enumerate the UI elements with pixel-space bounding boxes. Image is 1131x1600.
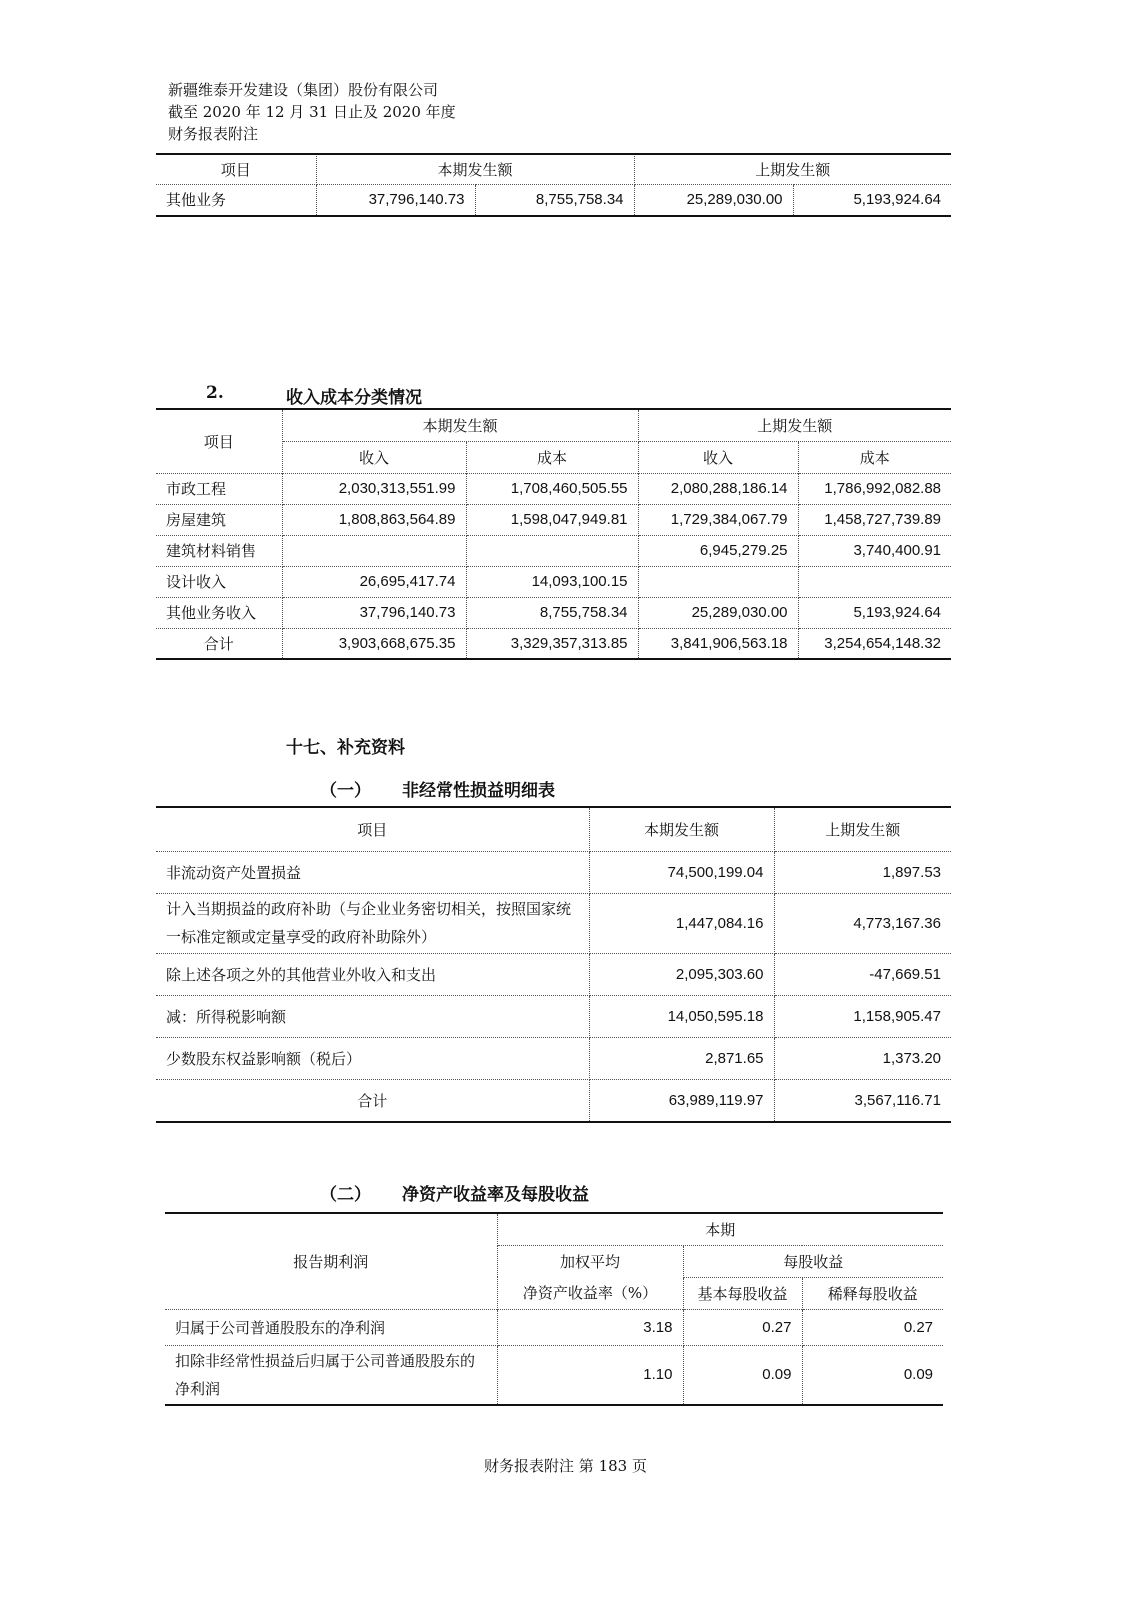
table-total-row bbox=[156, 628, 951, 659]
cell-value bbox=[466, 535, 638, 566]
page-footer: 财务报表附注 第 183 页 bbox=[484, 1457, 647, 1475]
company-name: 新疆维泰开发建设（集团）股份有限公司 bbox=[168, 81, 439, 99]
cell-value: 1,158,905.47 bbox=[774, 995, 951, 1037]
row-label: 归属于公司普通股股东的净利润 bbox=[165, 1309, 497, 1345]
cell-value: 14,093,100.15 bbox=[466, 566, 638, 597]
row-label: 市政工程 bbox=[156, 473, 282, 504]
col-item-header: 项目 bbox=[156, 409, 282, 473]
cell-value: 37,796,140.73 bbox=[316, 184, 475, 216]
table-row bbox=[156, 566, 951, 597]
col-item-header: 项目 bbox=[156, 807, 589, 851]
table-row bbox=[156, 504, 951, 535]
table-header-row bbox=[165, 1213, 943, 1245]
sub-cost-header: 成本 bbox=[859, 448, 890, 467]
chapter-title: 十七、补充资料 bbox=[286, 738, 405, 758]
table-row bbox=[165, 1309, 943, 1345]
table-header-row bbox=[156, 807, 951, 851]
cell-value: 37,796,140.73 bbox=[282, 597, 466, 628]
col-current-header: 本期 bbox=[497, 1213, 943, 1245]
cell-value: 2,030,313,551.99 bbox=[282, 473, 466, 504]
cell-value: 1,897.53 bbox=[774, 851, 951, 893]
section-number: 2. bbox=[206, 383, 224, 403]
row-label: 房屋建筑 bbox=[156, 504, 282, 535]
cell-value: 2,080,288,186.14 bbox=[638, 473, 798, 504]
row-label: 合计 bbox=[156, 628, 282, 659]
cell-value: 1,373.20 bbox=[774, 1037, 951, 1079]
row-label: 计入当期损益的政府补助（与企业业务密切相关，按照国家统一标准定额或定量享受的政府补助除外） bbox=[156, 893, 589, 953]
table-total-row bbox=[156, 1079, 951, 1122]
table-header-row bbox=[156, 156, 951, 184]
col-prior-header: 上期发生额 bbox=[774, 807, 951, 851]
col-item-header: 项目 bbox=[156, 156, 316, 184]
col-current-header: 本期发生额 bbox=[316, 156, 634, 184]
col-roe-header-2: 净资产收益率（%） bbox=[497, 1277, 683, 1309]
cell-value: 6,945,279.25 bbox=[638, 535, 798, 566]
table-header-row bbox=[156, 409, 951, 441]
cell-value: 2,871.65 bbox=[589, 1037, 774, 1079]
cell-value: 1,598,047,949.81 bbox=[466, 504, 638, 535]
table-row bbox=[156, 535, 951, 566]
row-label: 非流动资产处置损益 bbox=[156, 851, 589, 893]
col-current-header: 本期发生额 bbox=[589, 807, 774, 851]
cell-value: 0.09 bbox=[683, 1345, 802, 1405]
cell-value: 3,329,357,313.85 bbox=[466, 628, 638, 659]
cell-value bbox=[638, 566, 798, 597]
row-label: 其他业务 bbox=[156, 184, 316, 216]
table-row bbox=[165, 1345, 943, 1405]
report-period: 截至 2020 年 12 月 31 日止及 2020 年度 bbox=[168, 103, 456, 121]
row-label: 其他业务收入 bbox=[156, 597, 282, 628]
row-label: 减：所得税影响额 bbox=[156, 995, 589, 1037]
col-profit-header: 报告期利润 bbox=[165, 1213, 497, 1309]
row-label: 少数股东权益影响额（税后） bbox=[156, 1037, 589, 1079]
document-title: 财务报表附注 bbox=[168, 125, 259, 143]
col-current-header: 本期发生额 bbox=[282, 409, 638, 441]
sub-income-header: 收入 bbox=[282, 441, 466, 473]
table-row bbox=[156, 597, 951, 628]
table-row bbox=[156, 1037, 951, 1079]
col-basic-eps-header: 基本每股收益 bbox=[683, 1277, 802, 1309]
cell-value: 1,708,460,505.55 bbox=[466, 473, 638, 504]
cell-value: 74,500,199.04 bbox=[589, 851, 774, 893]
col-prior-header: 上期发生额 bbox=[634, 156, 951, 184]
cell-value: 8,755,758.34 bbox=[475, 184, 634, 216]
cell-value bbox=[798, 566, 951, 597]
subsection-number: （一） bbox=[320, 781, 371, 801]
table-row bbox=[156, 184, 951, 216]
table-row bbox=[156, 953, 951, 995]
cell-value: 1,458,727,739.89 bbox=[798, 504, 951, 535]
cell-value: 3.18 bbox=[497, 1309, 683, 1345]
row-label: 建筑材料销售 bbox=[156, 535, 282, 566]
cell-value: 5,193,924.64 bbox=[798, 597, 951, 628]
cell-value: 3,254,654,148.32 bbox=[824, 634, 942, 652]
cell-value: 25,289,030.00 bbox=[638, 597, 798, 628]
cell-value: 5,193,924.64 bbox=[853, 191, 942, 209]
col-roe-header-1: 加权平均 bbox=[497, 1245, 683, 1277]
cell-value: 3,740,400.91 bbox=[798, 535, 951, 566]
cell-value: 1.10 bbox=[497, 1345, 683, 1405]
cell-value: 63,989,119.97 bbox=[589, 1079, 774, 1122]
cell-value: 3,903,668,675.35 bbox=[282, 628, 466, 659]
col-diluted-eps-header: 稀释每股收益 bbox=[827, 1284, 918, 1303]
cell-value: 2,095,303.60 bbox=[589, 953, 774, 995]
sub-cost-header: 成本 bbox=[466, 441, 638, 473]
section-title: 收入成本分类情况 bbox=[286, 388, 422, 408]
roe-eps-table bbox=[165, 1212, 943, 1406]
table-row bbox=[156, 473, 951, 504]
subsection-title: 净资产收益率及每股收益 bbox=[402, 1185, 589, 1205]
sub-income-header: 收入 bbox=[638, 441, 798, 473]
cell-value bbox=[282, 535, 466, 566]
col-eps-header: 每股收益 bbox=[683, 1245, 943, 1277]
cell-value: 0.27 bbox=[683, 1309, 802, 1345]
cell-value: 0.09 bbox=[903, 1366, 934, 1384]
subsection-title: 非经常性损益明细表 bbox=[402, 781, 555, 801]
cell-value: 1,786,992,082.88 bbox=[798, 473, 951, 504]
cell-value: 1,808,863,564.89 bbox=[282, 504, 466, 535]
cell-value: 26,695,417.74 bbox=[282, 566, 466, 597]
subsection-number: （二） bbox=[320, 1185, 371, 1205]
col-prior-header: 上期发生额 bbox=[638, 409, 951, 441]
cell-value: 0.27 bbox=[802, 1309, 943, 1345]
row-label: 扣除非经常性损益后归属于公司普通股股东的净利润 bbox=[165, 1345, 497, 1405]
revenue-cost-table bbox=[156, 408, 951, 660]
cell-value: 3,841,906,563.18 bbox=[638, 628, 798, 659]
cell-value: -47,669.51 bbox=[774, 953, 951, 995]
cell-value: 8,755,758.34 bbox=[466, 597, 638, 628]
other-business-table bbox=[156, 156, 951, 217]
header-rule bbox=[156, 153, 951, 155]
row-label: 设计收入 bbox=[156, 566, 282, 597]
table-row bbox=[156, 995, 951, 1037]
cell-value: 14,050,595.18 bbox=[589, 995, 774, 1037]
cell-value: 3,567,116.71 bbox=[854, 1091, 941, 1109]
row-label: 除上述各项之外的其他营业外收入和支出 bbox=[156, 953, 589, 995]
cell-value: 25,289,030.00 bbox=[634, 184, 793, 216]
table-row bbox=[156, 851, 951, 893]
table-row bbox=[156, 893, 951, 953]
row-label: 合计 bbox=[156, 1079, 589, 1122]
cell-value: 1,729,384,067.79 bbox=[638, 504, 798, 535]
cell-value: 1,447,084.16 bbox=[589, 893, 774, 953]
cell-value: 4,773,167.36 bbox=[774, 893, 951, 953]
non-recurring-table bbox=[156, 806, 951, 1123]
